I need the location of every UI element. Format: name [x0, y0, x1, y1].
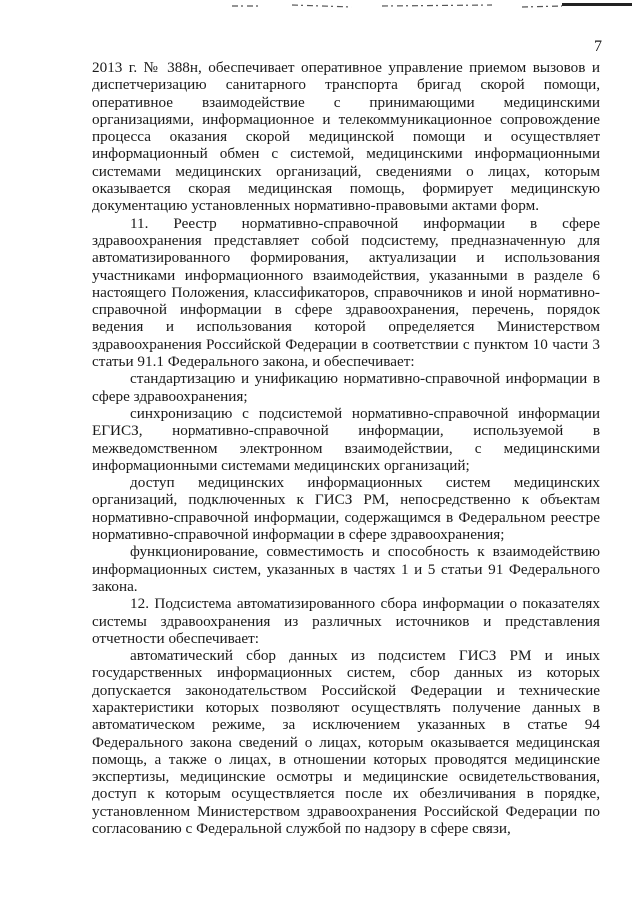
paragraph: доступ медицинских информационных систем медицинских организаций, подключенных к ГИСЗ РМ, непосредственно к объектам нормативно-справочной информации, содержащимся в Федеральном реестре нормативно-справочной информации в сфере здравоохранения; — [92, 474, 600, 544]
document-body — [92, 59, 600, 837]
page-number: 7 — [594, 38, 602, 55]
paragraph: 11. Реестр нормативно-справочной информации в сфере здравоохранения представляет собой подсистему, предназначенную для автоматизированного формирования, актуализации и использования участниками информационного взаимодействия, указанными в разделе 6 настоящего Положения, классификаторов, справочников и иной нормативно-справочной информации в сфере здравоохранения, перечень, порядок ведения и использования которой определяется Министерством здравоохранения Российской Федерации в соответствии с пунктом 10 части 3 статьи 91.1 Федерального закона, и обеспечивает: — [92, 214, 600, 371]
paragraph: функционирование, совместимость и способность к взаимодействию информационных систем, указанных в частях 1 и 5 статьи 91 Федерального закона. — [92, 543, 600, 595]
paragraph: 2013 г. № 388н, обеспечивает оперативное управление приемом вызовов и диспетчеризацию санитарного транспорта бригад скорой помощи, оперативное взаимодействие с принимающими медицинскими организациями, информационное и телекоммуникационное сопровождение процесса оказания скорой медицинской помощи и осуществляет информационный обмен с системой, медицинскими информационными системами медицинских организаций, сведениями о лицах, которым оказывается скорая медицинская помощь, формирует медицинскую документацию установленных нормативно-правовыми актами форм. — [92, 59, 600, 215]
paragraph: синхронизацию с подсистемой нормативно-справочной информации ЕГИСЗ, нормативно-справочной информации, используемой в межведомственном электронном взаимодействии, с медицинскими информационными системами медицинских организаций; — [92, 404, 600, 474]
paragraph: автоматический сбор данных из подсистем ГИСЗ РМ и иных государственных информационных систем, сбор данных из которых допускается законодательством Российской Федерации и технические характеристики которых позволяют осуществлять получение данных в автоматическом режиме, за исключением указанных в статье 94 Федерального закона сведений о лицах, которым оказывается медицинская помощь, а также о лицах, в отношении которых проводятся медицинские экспертизы, медицинские осмотры и медицинские освидетельствования, доступ к которым осуществляется после их обезличивания в порядке, установленном Министерством здравоохранения Российской Федерации по согласованию с Федеральной службой по надзору в сфере связи, — [92, 647, 600, 838]
scan-edge-artifact — [232, 2, 632, 10]
paragraph: стандартизацию и унификацию нормативно-справочной информации в сфере здравоохранения; — [92, 370, 600, 405]
paragraph: 12. Подсистема автоматизированного сбора информации о показателях системы здравоохранения из различных источников и представления отчетности обеспечивает: — [92, 595, 600, 647]
